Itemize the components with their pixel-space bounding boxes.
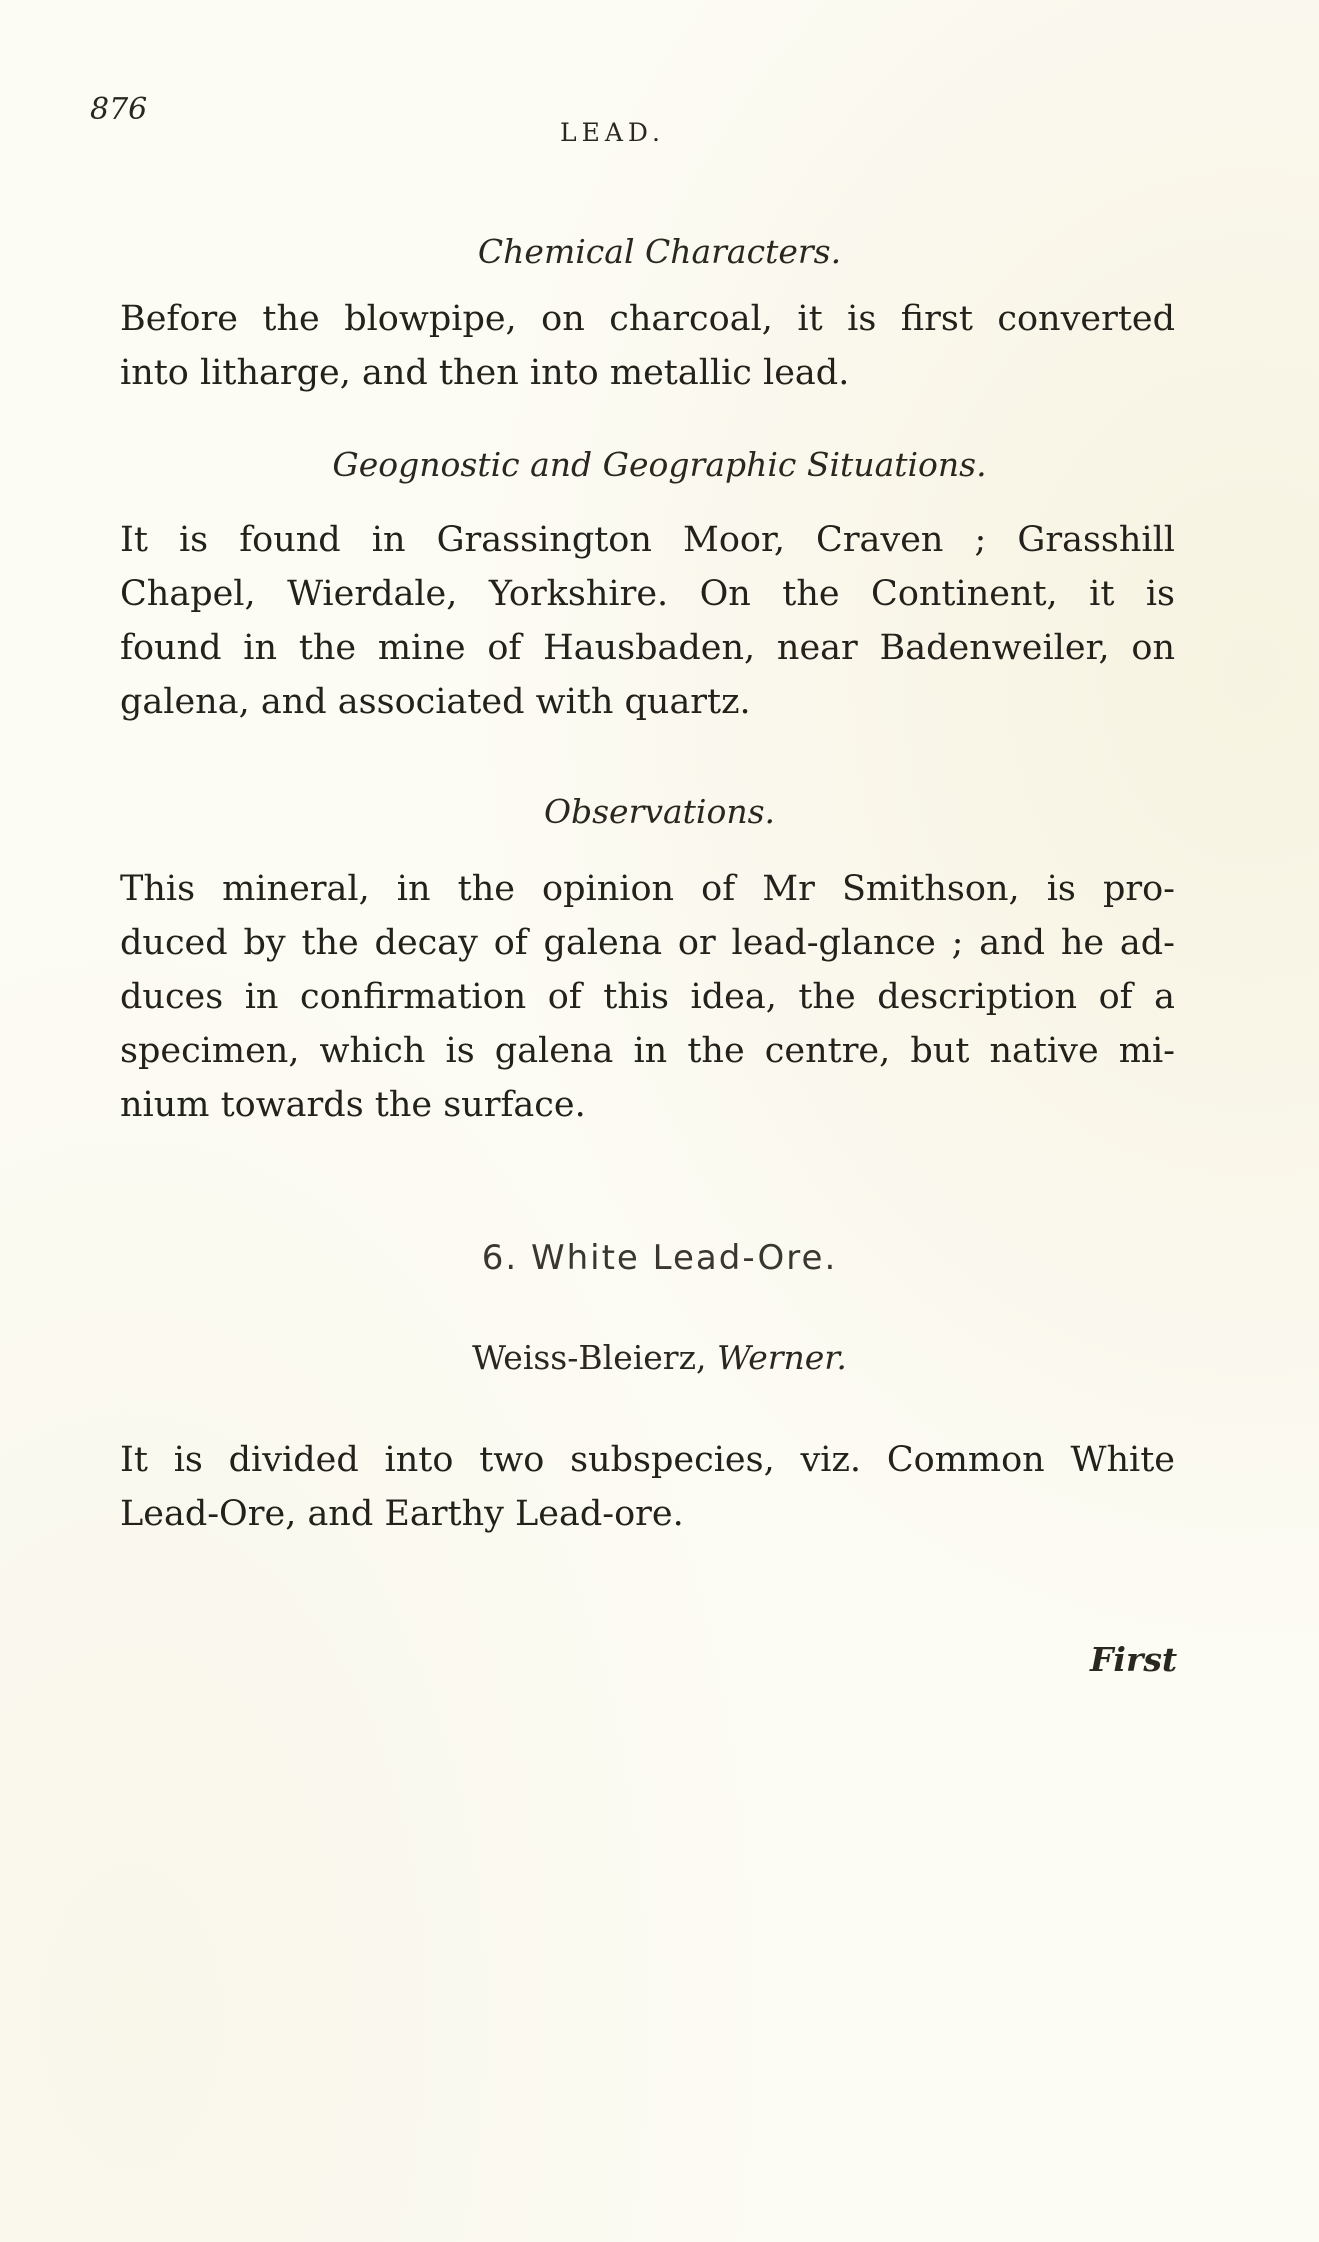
geognostic-situations-heading: Geognostic and Geographic Situations.: [332, 445, 987, 484]
chemical-characters-paragraph: [120, 292, 1175, 400]
text-line: Before the blowpipe, on charcoal, it is first converted: [120, 299, 1175, 339]
section-title: 6. White Lead-Ore.: [481, 1238, 838, 1278]
text-line: It is divided into two subspecies, viz. Common White: [120, 1440, 1175, 1480]
geognostic-situations-paragraph: [120, 513, 1175, 729]
observations-paragraph: [120, 862, 1175, 1132]
text-line: Lead-Ore, and Earthy Lead-ore.: [120, 1494, 684, 1534]
catchword: First: [1090, 1640, 1178, 1679]
text-line: It is found in Grassington Moor, Craven ; Grasshill: [120, 520, 1175, 560]
text-line: into litharge, and then into metallic lead.: [120, 353, 850, 393]
page-number: 876: [90, 92, 148, 127]
text-line: nium towards the surface.: [120, 1085, 586, 1125]
text-line: galena, and associated with quartz.: [120, 682, 751, 722]
text-line: Chapel, Wierdale, Yorkshire. On the Continent, it is: [120, 574, 1175, 614]
running-head: LEAD.: [560, 118, 666, 147]
text-line: duces in confirmation of this idea, the description of a: [120, 977, 1175, 1017]
white-lead-paragraph: [120, 1433, 1175, 1541]
text-line: duced by the decay of galena or lead-glance ; and he ad-: [120, 923, 1175, 963]
synonym-name: Weiss-Bleierz,: [472, 1338, 707, 1377]
text-line: found in the mine of Hausbaden, near Badenweiler, on: [120, 628, 1175, 668]
observations-heading: Observations.: [543, 792, 776, 831]
synonym-line: [0, 1338, 1319, 1377]
text-line: This mineral, in the opinion of Mr Smithson, is pro-: [120, 869, 1175, 909]
text-line: specimen, which is galena in the centre, but native mi-: [120, 1031, 1175, 1071]
synonym-author: Werner.: [716, 1338, 847, 1377]
chemical-characters-heading: Chemical Characters.: [477, 232, 842, 271]
